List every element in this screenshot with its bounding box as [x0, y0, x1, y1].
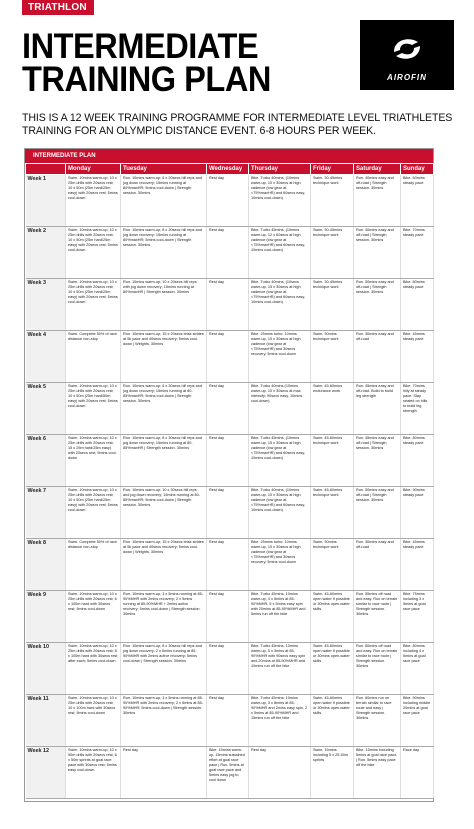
week-label: Week 4: [26, 331, 66, 383]
session-cell: Bike. Turbo 40mins, (10secs warm-up, 15 x 30secs at high cadence (low gear at <75%maxHR) and 60secs easy, 10mins cool-down): [249, 279, 311, 331]
table-row: [26, 643, 434, 695]
session-cell: Bike. Turbo 40mins, (10mins warm-up, 10 x 30secs at high cadence (low gear at <75%maxHR) and 60secs easy, 10mins cool-down): [249, 487, 311, 539]
session-cell: Swim. 45-60mins open water if possible or 30mins open-water skills: [311, 591, 354, 643]
session-cell: Swim. 10mins warm-up; 10 x 25m drills with 20secs rest; 10 x 100m hard with 30secs rest; 5mins cool-down: [66, 695, 121, 747]
session-cell: Swim. 10mins warm-up; 10 x 25m drills with 20secs rest; 8 x 100m hard with 30secs rest after each; 5mins cool-down: [66, 643, 121, 695]
table-row: [26, 487, 434, 539]
table-row: [26, 591, 434, 643]
session-cell: Run. 50mins easy and off-road | Strength session. 30mins: [354, 487, 401, 539]
session-cell: Swim. 10mins warm-up; 10 x 25m drills with 20secs rest; 10 x 50m (25m hard/25m easy) with 20secs rest; 5mins cool-down: [66, 175, 121, 227]
session-cell: Bike. 45mins steady pace: [401, 331, 434, 383]
session-cell: Rest day: [207, 695, 249, 747]
session-cell: Rest day: [207, 591, 249, 643]
header-row: [26, 164, 434, 175]
session-cell: Swim. Complete 50% of race distance non-stop: [66, 331, 121, 383]
session-cell: Bike. 60mins steady pace: [401, 175, 434, 227]
page-subtitle: THIS IS A 12 WEEK TRAINING PROGRAMME FOR INTERMEDIATE LEVEL TRIATHLETES TRAINING FOR AN OLYMPIC DISTANCE EVENT. 6-8 HOURS PER WEEK.: [22, 112, 453, 137]
session-cell: Bike. Turbo 45mins, (10mins warm-up, 15 x 30secs at high cadence (low gear at <75%maxHR) and 60secs easy, 10mins cool-down): [249, 435, 311, 487]
session-cell: Bike. 80mins including 4 x 5mins at goal race pace: [401, 643, 434, 695]
week-label: Week 5: [26, 383, 66, 435]
session-cell: Run. 10mins warm-up; 15 x 20secs brisk strides at 5k pace and 40secs recovery; 5mins cool-down | Weights. 30mins: [121, 539, 207, 591]
session-cell: Swim. 10mins warm-up; 10 x 25m drills with 20secs rest; 10 x 50m (25m hard/50m easy) with 20secs rest; 5mins cool-down: [66, 383, 121, 435]
session-cell: Bike. Turbo 45mins; 10mins warm-up, 3 x 8mins at 85-90%MHR and 2mins easy spin, 2 x 5mins at 85-90%MHR and 15mins run off the bike: [249, 695, 311, 747]
column-header: Wednesday: [207, 164, 249, 175]
session-cell: Rest day: [207, 331, 249, 383]
session-cell: Run. 45mins easy and off-road. Build to build leg strength: [354, 383, 401, 435]
session-cell: Swim. 30mins technique work: [311, 539, 354, 591]
session-cell: Run. 55mins off road and easy. Run on terrain similar to race route | Strength session. 30mins: [354, 591, 401, 643]
session-cell: Bike. 70mins hilly at steady pace. Stay seated on hills to build leg strength: [401, 383, 434, 435]
table-row: [26, 539, 434, 591]
logo-text: AIROFIN: [387, 73, 427, 82]
brand-logo: [360, 20, 454, 90]
session-cell: Run. 60mins run on terrain similar to race route and easy | Strength session. 30mins: [354, 695, 401, 747]
session-cell: Bike. 15mins warm-up, 15mins sustained effort at goal race pace | Run. 5mins at goal race pace and 5mins easy jog to cool down: [207, 747, 249, 799]
training-plan-table: [24, 148, 434, 802]
session-cell: Swim. 45-60mins technique work: [311, 487, 354, 539]
session-cell: Run. 60mins off road and easy. Run on terrain similar to race route | Strength session. 30mins: [354, 643, 401, 695]
session-cell: Swim. 10mins warm-up; 10 x 25m drills with 20secs rest; 10 x 50m (25m hard/25m easy) with 20secs rest; 5mins cool-down: [66, 227, 121, 279]
session-cell: Swim. 45-60mins technique work: [311, 435, 354, 487]
session-cell: Run. 10mins warm-up; 6 x 30secs hill reps and jog down recovery; 15mins running at 80-85%maxHR; 5mins cool-down | Strength session. 30mins: [121, 383, 207, 435]
session-cell: Swim. 10mins warm-up; 10 x 50m drills with 20secs rest; 6 x 50m sprints at goal race pace with 30secs rest; 5mins easy cool-down: [66, 747, 121, 799]
session-cell: Run. 30mins easy and off-road: [354, 331, 401, 383]
session-cell: Bike. Turbo 40mins, (10mins warm-up, 10 x 30secs at high cadence (low gear at <75%maxHR) and 60secs easy, 10mins cool-down): [249, 175, 311, 227]
session-cell: Run. 10mins warm-up; 10 x 30secs hill reps and jog down recovery; 15mins running at 80-85%maxHR; 5mins cool-down | Strength session. 30mins: [121, 487, 207, 539]
plan-heading: INTERMEDIATE PLAN: [25, 149, 433, 163]
title-line-2: TRAINING PLAN: [22, 60, 271, 99]
session-cell: Swim. 10mins warm-up; 10 x 25m drills with 20secs rest; 10 x 50m (25m hard/25m easy) with 20secs rest; 5mins cool-down: [66, 487, 121, 539]
session-cell: Bike. 70mins steady pace: [401, 227, 434, 279]
session-cell: Run. 40mins easy and off-road | Strength session. 30mins: [354, 175, 401, 227]
session-cell: Run. 40mins easy and off-road | Strength session. 30mins: [354, 227, 401, 279]
logo-mark-icon: [388, 30, 426, 68]
column-header: Thursday: [249, 164, 311, 175]
session-cell: Swim. 10mins warm-up; 10 x 25m drills with 20secs rest; 15 x 25m hard/25m easy) with 20secs rest; 5mins cool-down: [66, 435, 121, 487]
column-header: Tuesday: [121, 164, 207, 175]
session-cell: Swim. 30-45mins technique work: [311, 175, 354, 227]
week-label: Week 12: [26, 747, 66, 799]
week-label: Week 9: [26, 591, 66, 643]
session-cell: Rest day: [207, 175, 249, 227]
table-row: [26, 227, 434, 279]
week-label: Week 10: [26, 643, 66, 695]
week-label: Week 7: [26, 487, 66, 539]
week-label: Week 6: [26, 435, 66, 487]
session-cell: Rest day: [207, 539, 249, 591]
session-cell: Rest day: [207, 279, 249, 331]
table-row: [26, 383, 434, 435]
table-row: [26, 435, 434, 487]
session-cell: Rest day: [207, 487, 249, 539]
week-label: Week 2: [26, 227, 66, 279]
week-label: Week 3: [26, 279, 66, 331]
page-title: [22, 27, 271, 99]
session-cell: Swim. 30mins technique work: [311, 331, 354, 383]
session-cell: Bike. 75mins including 3 x 5mins at goal race pace: [401, 591, 434, 643]
session-cell: Bike. 80mins steady pace: [401, 279, 434, 331]
session-cell: Rest day: [249, 747, 311, 799]
schedule-table: [25, 163, 434, 799]
session-cell: Swim. 10mins warm-up; 10 x 25m drills with 20secs rest; 10 x 50m (25m hard/25m easy) with 20secs rest; 5mins cool-down: [66, 279, 121, 331]
title-line-1: INTERMEDIATE: [22, 27, 259, 66]
session-cell: Rest day: [121, 747, 207, 799]
session-cell: Run. 10mins warm-up; 8 x 30secs hill reps and jog down recovery; 15mins running at 80-85%maxHR | Strength session. 30mins: [121, 435, 207, 487]
week-label: Week 8: [26, 539, 66, 591]
session-cell: Bike. 25mins turbo. 10mins warm-up, 10 x 30secs at high cadence (low gear at <75%maxHR) and 30secs recovery, 5mins cool-down: [249, 331, 311, 383]
session-cell: Swim. 30-45mins technique work: [311, 279, 354, 331]
session-cell: Run. 10mins warm-up; 15 x 20secs brisk strides at 5k pace and 40secs recovery; 5mins cool-down | Weights. 30mins: [121, 331, 207, 383]
session-cell: Run. 50mins easy and off-road | Strength session. 30mins: [354, 279, 401, 331]
table-row: [26, 175, 434, 227]
session-cell: Run. 10mins warm-up; 10 x 20secs hill reps with jog down recovery; 15mins running at 80%maxHR | Strength session. 30mins: [121, 279, 207, 331]
session-cell: Rest day: [207, 435, 249, 487]
session-cell: Race day: [401, 747, 434, 799]
column-header: Saturday: [354, 164, 401, 175]
session-cell: Swim. 15mins including 5 x 25-50m sprints: [311, 747, 354, 799]
session-cell: Bike. Turbo 45mins, 10mins warm-up, 5 x 3mins at 85-90%MHR with 90secs easy spin and 20mins at 85-90%MHR and 10mins run off the bike: [249, 643, 311, 695]
session-cell: Swim. 45-60mins open water if possible or 30mins open-water skills: [311, 695, 354, 747]
week-label: Week 1: [26, 175, 66, 227]
session-cell: Run. 45mins easy and off-road | Strength session. 30mins: [354, 435, 401, 487]
table-row: [26, 331, 434, 383]
session-cell: Run. 10mins warm-up; 3 x 5mins running at 85-90%MHR with 2mins recovery; 2 x 6mins at 85-90%MHR; 5mins cool-down | Strength session. 30mins: [121, 695, 207, 747]
session-cell: Bike. Turbo 45mins, (10mins warm-up, 12 x 60secs at high cadence (low gear at <75%maxHR) and 60secs easy, 10mins cool-down): [249, 227, 311, 279]
table-body: [26, 175, 434, 799]
session-cell: Bike. 90mins including middle 20mins at goal race pace: [401, 695, 434, 747]
session-cell: Bike. 80mins steady pace: [401, 435, 434, 487]
session-cell: Bike. 90mins steady pace: [401, 487, 434, 539]
session-cell: Rest day: [207, 383, 249, 435]
session-cell: Rest day: [207, 643, 249, 695]
session-cell: Swim. 45-60mins endurance work: [311, 383, 354, 435]
week-label: Week 11: [26, 695, 66, 747]
column-header: Friday: [311, 164, 354, 175]
session-cell: Run. 30mins easy and off-road: [354, 539, 401, 591]
table-row: [26, 279, 434, 331]
session-cell: Swim. 10mins warm-up; 10 x 25m drills with 20secs rest; 6 x 100m hard with 30secs rest; 5mins cool-down: [66, 591, 121, 643]
session-cell: Bike. 15mins including 5mins at goal race pace. | Run. 5mins easy pace off the bike: [354, 747, 401, 799]
session-cell: Run. 10mins warm-up; 3 x 5mins running at 85-90%MHR with 2mins recovery; 2 x 5mins running at 85-90%MHR + 2mins active recovery; 5mins cool-down | Strength session. 30mins: [121, 591, 207, 643]
session-cell: Run. 10mins warm-up; 8 x 30secs hill reps and jog down recovery; 2 x 6mins running at 85-90%MHR with 2mins active recovery; 5mins cool-down | Strength session. 30mins: [121, 643, 207, 695]
session-cell: Bike. 25mins turbo. 10mins warm-up, 10 x 30secs at high cadence (low gear at <75%maxHR) and 30secs recovery, 5mins cool-down: [249, 539, 311, 591]
column-header: [26, 164, 66, 175]
session-cell: Swim. Complete 50% of race distance non-stop: [66, 539, 121, 591]
session-cell: Run. 10mins warm-up; 6 x 20secs hill reps and jog down recovery; 15mins running at 80%maxHR; 5mins cool-down | Strength session. 30mins: [121, 175, 207, 227]
session-cell: Bike. Turbo 40mins (10mins warm-up, 10 x 30secs at max intensity; 90secs easy, 10mins cool-down): [249, 383, 311, 435]
session-cell: Rest day: [207, 227, 249, 279]
column-header: Sunday: [401, 164, 434, 175]
table-row: [26, 695, 434, 747]
session-cell: Bike. Turbo 45mins, 10mins warm-up, 4 x 5mins at 85-90%MHR, 5 x 5mins easy spin with 20mins at 85-90%MHR and 5mins run off the bike: [249, 591, 311, 643]
column-header: Monday: [66, 164, 121, 175]
category-tag: TRIATHLON: [22, 0, 94, 15]
session-cell: Bike. 45mins steady pace: [401, 539, 434, 591]
session-cell: Run. 10mins warm-up; 8 x 20secs hill reps and jog down recovery; 15mins running at 80%maxHR; 5mins cool-down | Strength session. 30mins: [121, 227, 207, 279]
session-cell: Swim. 30-45mins technique work: [311, 227, 354, 279]
session-cell: Swim. 45-60mins open water if possible or 30mins open-water skills: [311, 643, 354, 695]
table-row: [26, 747, 434, 799]
